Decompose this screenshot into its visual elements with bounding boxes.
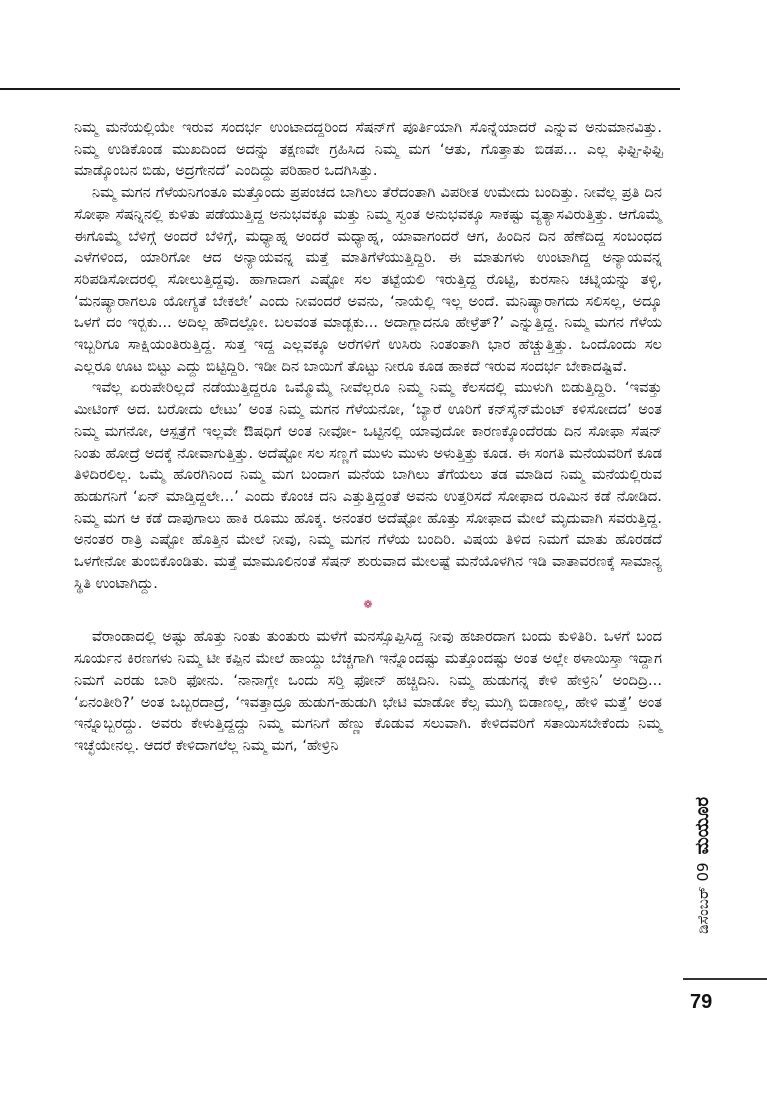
- paragraph-3: ಇವೆಲ್ಲ ಏರುಪೇರಿಲ್ಲದೆ ನಡೆಯುತ್ತಿದ್ದರೂ ಒಮ್ಮೊಮ್ಮೆ ನೀವೆಲ್ಲರೂ ನಿಮ್ಮ ನಿಮ್ಮ ಕೆಲಸದಲ್ಲಿ ಮುಳುಗಿ ಬಿಡುತ್ತಿದ್ದಿರಿ. ‘ಇವತ್ತು ಮೀಟಿಂಗ್ ಅದ. ಬರೋದು ಲೇಟು’ ಅಂತ ನಿಮ್ಮ ಮಗನ ಗೆಳೆಯನೋ, ‘ಬ್ಯಾರೆ ಊರಿಗೆ ಕನ್‌ಸೈನ್‌ಮೆಂಟ್ ಕಳಿಸೋದದ’ ಅಂತ ನಿಮ್ಮ ಮಗನೋ, ಆಸ್ಪತ್ರೆಗೆ ಇಲ್ಲವೇ ಔಷಧಿಗೆ ಅಂತ ನೀವೋ- ಒಟ್ಟಿನಲ್ಲಿ ಯಾವುದೋ ಕಾರಣಕ್ಕೊಂದೆರಡು ದಿನ ಸೋಫಾ ಸೆಷನ್ ನಿಂತು ಹೋದ್ರೆ ಅದಕ್ಕೆ ನೋವಾಗುತ್ತಿತ್ತು. ಅದೆಷ್ಟೋ ಸಲ ಸಣ್ಣಗೆ ಮುಳು ಮುಳು ಅಳುತ್ತಿತ್ತು ಕೂಡ. ಈ ಸಂಗತಿ ಮನೆಯವರಿಗೆ ಕೂಡ ತಿಳಿದಿರಲಿಲ್ಲ. ಒಮ್ಮೆ ಹೊರಗಿನಿಂದ ನಿಮ್ಮ ಮಗ ಬಂದಾಗ ಮನೆಯ ಬಾಗಿಲು ತೆಗೆಯಲು ತಡ ಮಾಡಿದ ನಿಮ್ಮ ಮನೆಯಲ್ಲಿರುವ ಹುಡುಗನಿಗೆ ‘ಏನ್ ಮಾಡ್ತಿದ್ದಲೇ...’ ಎಂದು ಕೊಂಚ ದನಿ ಎತ್ತುತ್ತಿದ್ದಂತೆ ಅವನು ಉತ್ತರಿಸದೆ ಸೋಫಾದ ರೂಮಿನ ಕಡೆ ನೋಡಿದ. ನಿಮ್ಮ ಮಗ ಆ ಕಡೆ ದಾಪುಗಾಲು ಹಾಕಿ ರೂಮು ಹೊಕ್ಕ. ಅನಂತರ ಅದೆಷ್ಟೋ ಹೊತ್ತು ಸೋಫಾದ ಮೇಲೆ ಮೃದುವಾಗಿ ಸವರುತ್ತಿದ್ದ. ಅನಂತರ ರಾತ್ರಿ ಎಷ್ಟೋ ಹೊತ್ತಿನ ಮೇಲೆ ನೀವು, ನಿಮ್ಮ ಮಗನ ಗೆಳೆಯ ಬಂದಿರಿ. ವಿಷಯ ತಿಳಿದ ನಿಮಗೆ ಮಾತು ಹೊರಡದೆ ಒಳಗೇನೋ ತುಂಬಿಕೊಂಡಿತು. ಮತ್ತೆ ಮಾಮೂಲಿನಂತೆ ಸೆಷನ್ ಶುರುವಾದ ಮೇಲಷ್ಟೆ ಮನೆಯೊಳಗಿನ ಇಡಿ ವಾತಾವರಣಕ್ಕೆ ಸಾಮಾನ್ಯ ಸ್ಥಿತಿ ಉಂಟಾಗಿದ್ದು.: [74, 380, 662, 592]
- magazine-side-label: [687, 795, 719, 975]
- footer-rule: [683, 978, 767, 980]
- paragraph-4: ವೆರಾಂಡಾದಲ್ಲಿ ಅಷ್ಟು ಹೊತ್ತು ನಿಂತು ತುಂತುರು ಮಳೆಗೆ ಮನಸ್ಸೊಪ್ಪಿಸಿದ್ದ ನೀವು ಹಜಾರದಾಗ ಬಂದು ಕುಳಿತಿರಿ. ಒಳಗೆ ಬಂದ ಸೂರ್ಯನ ಕಿರಣಗಳು ನಿಮ್ಮ ಟೀ ಕಪ್ಪಿನ ಮೇಲೆ ಹಾಯ್ದು ಬೆಚ್ಚಗಾಗಿ ಇನ್ನೊಂದಷ್ಟು ಮತ್ತೊಂದಷ್ಟು ಅಂತ ಅಲ್ಲೇ ಠಳಾಯಿಸ್ತಾ ಇದ್ದಾಗ ನಿಮಗೆ ಎರಡು ಬಾರಿ ಫೋನು. ‘ನಾನಾಗ್ಲೇ ಒಂದು ಸರ್‍ತಿ ಫೋನ್ ಹಚ್ಚಿದಿನಿ. ನಿಮ್ಮ ಹುಡುಗನ್ನ ಕೇಳಿ ಹೇಳ್ರಿನಿ’ ಅಂದಿದ್ರಿ... ‘ಏನಂತೀರಿ?’ ಅಂತ ಒಬ್ಬರದಾದ್ರೆ, ‘ಇವತ್ತಾದ್ರೂ ಹುಡುಗ-ಹುಡುಗಿ ಭೇಟಿ ಮಾಡೋ ಕೆಲ್ಸ ಮುಗ್ಸಿ ಬಿಡಾಣಲ್ಲ, ಹೇಳಿ ಮತ್ತೆ’ ಅಂತ ಇನ್ನೊಬ್ಬರದ್ದು. ಅವರು ಕೇಳುತ್ತಿದ್ದದ್ದು ನಿಮ್ಮ ಮಗನಿಗೆ ಹೆಣ್ಣು ಕೊಡುವ ಸಲುವಾಗಿ. ಕೇಳಿದವರಿಗೆ ಸತಾಯಿಸಬೇಕೆಂದು ನಿಮ್ಮ ಇಚ್ಛೆಯೇನಲ್ಲ. ಆದರೆ ಕೇಳಿದಾಗಲೆಲ್ಲ ನಿಮ್ಮ ಮಗ, ‘ಹೇಳ್ರಿನಿ: [74, 629, 662, 754]
- paragraph-1: ನಿಮ್ಮ ಮನೆಯಲ್ಲಿಯೇ ಇರುವ ಸಂದರ್ಭ ಉಂಟಾದದ್ದರಿಂದ ಸೆಷನ್‌ಗೆ ಪೂರ್ತಿಯಾಗಿ ಸೊನ್ನೆಯಾದರೆ ಎನ್ನುವ ಅನುಮಾನವಿತ್ತು. ನಿಮ್ಮ ಉಡಿಕೊಂಡ ಮುಖದಿಂದ ಅದನ್ನು ತಕ್ಷಣವೇ ಗ್ರಹಿಸಿದ ನಿಮ್ಮ ಮಗ ‘ಆತು, ಗೊತ್ತಾತು ಬಿಡಪ... ಎಲ್ಲ ಫಿಫ್ಟಿ-ಫಿಫ್ಟಿ ಮಾಡ್ಕೊಂಬನ ಬಿಡು, ಅದ್ರಗೇನದೆ’ ಎಂದಿದ್ದು ಪರಿಹಾರ ಒದಗಿಸಿತ್ತು.: [74, 120, 662, 180]
- article-body: [74, 118, 662, 758]
- paragraph-2: ನಿಮ್ಮ ಮಗನ ಗೆಳೆಯನಿಗಂತೂ ಮತ್ತೊಂದು ಪ್ರಪಂಚದ ಬಾಗಿಲು ತೆರೆದಂತಾಗಿ ವಿಪರೀತ ಉಮೇದು ಬಂದಿತ್ತು. ನೀವೆಲ್ಲ ಪ್ರತಿ ದಿನ ಸೋಫಾ ಸೆಷನ್ನಿನಲ್ಲಿ ಕುಳಿತು ಪಡೆಯುತ್ತಿದ್ದ ಅನುಭವಕ್ಕೂ ಮತ್ತು ನಿಮ್ಮ ಸ್ವಂತ ಅನುಭವಕ್ಕೂ ಸಾಕಷ್ಟು ವ್ಯತ್ಯಾಸವಿರುತ್ತಿತ್ತು. ಆಗೊಮ್ಮೆ ಈಗೊಮ್ಮೆ ಬೆಳಿಗ್ಗೆ ಅಂದರೆ ಬೆಳಿಗ್ಗೆ, ಮಧ್ಯಾಹ್ನ ಅಂದರೆ ಮಧ್ಯಾಹ್ನ, ಯಾವಾಗಂದರೆ ಆಗ, ಹಿಂದಿನ ದಿನ ಹೆಣೆದಿದ್ದ ಸಂಬಂಧದ ಎಳೆಗಳಿಂದ, ಯಾರಿಗೋ ಆದ ಅನ್ಯಾಯವನ್ನ ಮತ್ತೆ ಮಾತಿಗೆಳೆಯುತ್ತಿದ್ದಿರಿ. ಈ ಮಾತುಗಳು ಉಂಟಾಗಿದ್ದ ಅನ್ಯಾಯವನ್ನ ಸರಿಪಡಿಸೋದರಲ್ಲಿ ಸೋಲುತ್ತಿದ್ದವು. ಹಾಗಾದಾಗ ಎಷ್ಟೋ ಸಲ ತಟ್ಟೆಯಲಿ ಇರುತ್ತಿದ್ದ ರೊಟ್ಟಿ, ಕುರಸಾನಿ ಚಟ್ನಿಯನ್ನು ತಳ್ಳಿ, ‘ಮನಷ್ಯಾರಾಗಲೂ ಯೋಗ್ಯತೆ ಬೇಕಲೇ’ ಎಂದು ನೀವಂದರೆ ಅವನು, ‘ನಾಯೆಲ್ಲಿ ಇಲ್ಲ ಅಂದೆ. ಮನಿಷ್ಯಾರಾಗದು ಸಲಿಸಲ್ಲ, ಅದ್ಕೂ ಒಳಗೆ ದಂ ಇರ್‍ಬಕು... ಅದಿಲ್ಲ ಹೌದಲ್ಲೋ. ಬಲವಂತ ಮಾಡ್ಬಕು... ಅದಾಗ್ಲಾದನೂ ಹೇಳ್ರೆತ್?’ ಎನ್ನುತ್ತಿದ್ದ. ನಿಮ್ಮ ಮಗನ ಗೆಳೆಯ ಇಬ್ಬರಿಗೂ ಸಾಕ್ಷಿಯಂತಿರುತ್ತಿದ್ದ. ಸುತ್ತ ಇದ್ದ ಎಲ್ಲವಕ್ಕೂ ಅರೆಗಳಿಗೆ ಉಸಿರು ನಿಂತಂತಾಗಿ ಭಾರ ಹೆಚ್ಚುತ್ತಿತ್ತು. ಒಂದೊಂದು ಸಲ ಎಲ್ಲರೂ ಊಟ ಬಿಟ್ಟು ಎದ್ದು ಬಿಟ್ಟಿದ್ದಿರಿ. ಇಡೀ ದಿನ ಬಾಯಿಗೆ ತೊಟ್ಟು ನೀರೂ ಕೂಡ ಹಾಕದೆ ಇರುವ ಸಂದರ್ಭ ಬೇಕಾದಷ್ಟಿವೆ.: [74, 185, 662, 375]
- section-break-ornament-icon: ❁: [363, 598, 373, 612]
- page-number: 79: [690, 991, 713, 1013]
- issue-date: ಡಿಸೆಂಬರ್ 09: [694, 862, 712, 934]
- header-rule: [0, 88, 680, 90]
- magazine-name: ಮಯೂರ: [692, 797, 713, 855]
- magazine-side-text: [687, 797, 719, 957]
